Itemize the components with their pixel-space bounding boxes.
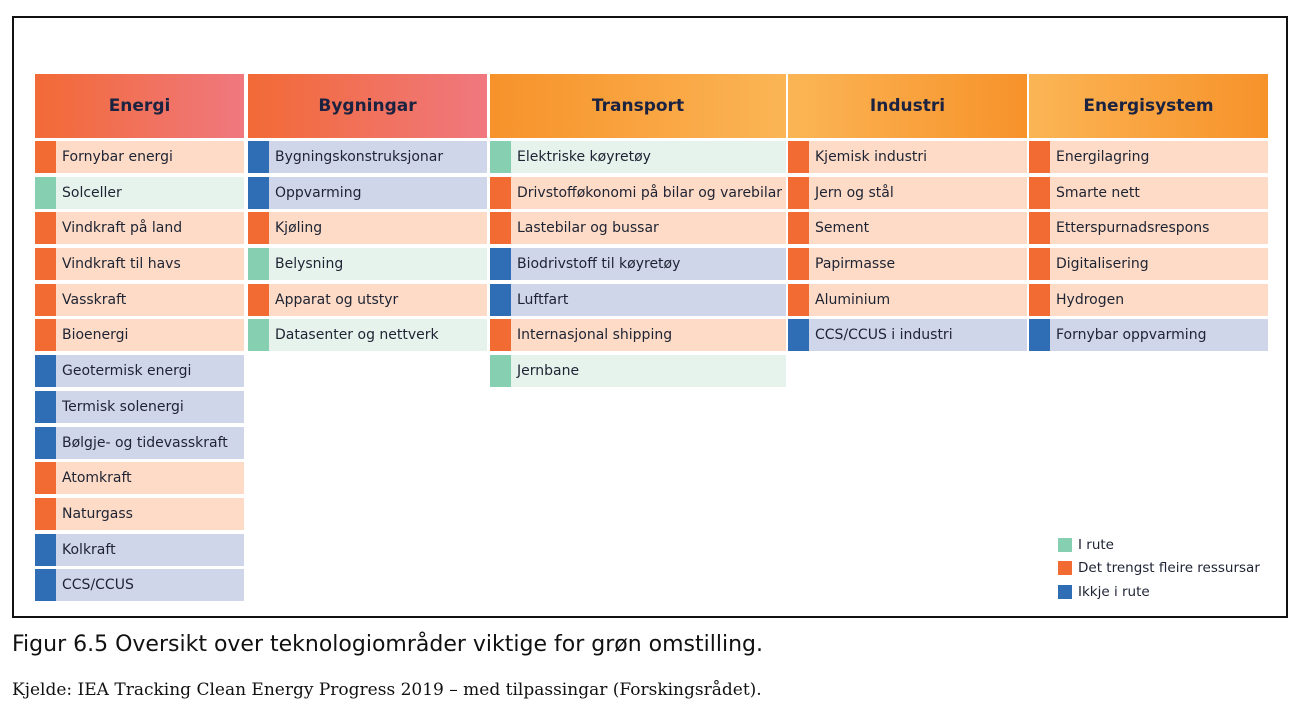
status-marker	[490, 284, 511, 316]
technology-row	[248, 284, 487, 316]
column-industri	[788, 74, 1027, 355]
status-marker	[788, 284, 809, 316]
technology-row	[788, 212, 1027, 244]
technology-row	[490, 141, 786, 173]
status-marker	[248, 319, 269, 351]
technology-label: Bioenergi	[56, 319, 244, 351]
legend-item	[1058, 580, 1260, 604]
technology-label: Vindkraft til havs	[56, 248, 244, 280]
technology-label: Digitalisering	[1050, 248, 1268, 280]
figure-caption-source: Kjelde: IEA Tracking Clean Energy Progress 2019 – med tilpassingar (Forskingsrådet).	[12, 680, 762, 700]
status-marker	[788, 141, 809, 173]
technology-label: Atomkraft	[56, 462, 244, 494]
technology-label: Kjemisk industri	[809, 141, 1027, 173]
technology-row	[1029, 248, 1268, 280]
technology-row	[35, 427, 244, 459]
technology-label: Biodrivstoff til køyretøy	[511, 248, 786, 280]
technology-row	[1029, 319, 1268, 351]
technology-row	[248, 212, 487, 244]
technology-label: Energilagring	[1050, 141, 1268, 173]
technology-label: Sement	[809, 212, 1027, 244]
status-marker	[490, 248, 511, 280]
technology-row	[490, 177, 786, 209]
column-transport	[490, 74, 786, 391]
legend-label: Ikkje i rute	[1078, 583, 1150, 600]
technology-label: Drivstofføkonomi på bilar og varebilar	[511, 177, 786, 209]
technology-row	[490, 248, 786, 280]
column-header: Transport	[490, 74, 786, 138]
legend-label: Det trengst fleire ressursar	[1078, 560, 1260, 577]
technology-row	[35, 462, 244, 494]
technology-label: Belysning	[269, 248, 487, 280]
technology-label: Apparat og utstyr	[269, 284, 487, 316]
technology-row	[490, 355, 786, 387]
technology-row	[35, 141, 244, 173]
technology-row	[1029, 212, 1268, 244]
column-header: Industri	[788, 74, 1027, 138]
legend	[1058, 533, 1260, 604]
figure-frame	[12, 16, 1288, 618]
technology-label: CCS/CCUS	[56, 569, 244, 601]
technology-row	[35, 248, 244, 280]
status-marker	[248, 141, 269, 173]
technology-label: Datasenter og nettverk	[269, 319, 487, 351]
technology-row	[490, 319, 786, 351]
status-marker	[1029, 248, 1050, 280]
technology-label: Vasskraft	[56, 284, 244, 316]
figure-caption-title: Figur 6.5 Oversikt over teknologiområder viktige for grøn omstilling.	[12, 632, 763, 657]
technology-row	[35, 319, 244, 351]
status-marker	[490, 141, 511, 173]
technology-label: Jernbane	[511, 355, 786, 387]
technology-label: Fornybar oppvarming	[1050, 319, 1268, 351]
technology-label: Aluminium	[809, 284, 1027, 316]
technology-row	[35, 391, 244, 423]
status-marker	[35, 427, 56, 459]
technology-label: Termisk solenergi	[56, 391, 244, 423]
status-marker	[248, 284, 269, 316]
technology-row	[788, 177, 1027, 209]
status-marker	[788, 177, 809, 209]
status-marker	[1029, 141, 1050, 173]
status-marker	[35, 355, 56, 387]
status-marker	[788, 248, 809, 280]
technology-label: Lastebilar og bussar	[511, 212, 786, 244]
status-marker	[490, 177, 511, 209]
column-energi	[35, 74, 244, 605]
technology-row	[1029, 284, 1268, 316]
status-marker	[35, 462, 56, 494]
status-marker	[788, 212, 809, 244]
legend-swatch	[1058, 585, 1072, 599]
status-marker	[248, 212, 269, 244]
column-bygningar	[248, 74, 487, 355]
status-marker	[490, 355, 511, 387]
technology-row	[35, 355, 244, 387]
technology-row	[788, 284, 1027, 316]
status-marker	[788, 319, 809, 351]
technology-row	[35, 284, 244, 316]
technology-label: Bølgje- og tidevasskraft	[56, 427, 244, 459]
technology-label: CCS/CCUS i industri	[809, 319, 1027, 351]
technology-row	[248, 319, 487, 351]
status-marker	[1029, 177, 1050, 209]
technology-row	[788, 141, 1027, 173]
status-marker	[490, 319, 511, 351]
technology-label: Naturgass	[56, 498, 244, 530]
status-marker	[248, 177, 269, 209]
column-header: Energisystem	[1029, 74, 1268, 138]
technology-label: Fornybar energi	[56, 141, 244, 173]
status-marker	[35, 319, 56, 351]
technology-row	[490, 212, 786, 244]
status-marker	[490, 212, 511, 244]
technology-label: Vindkraft på land	[56, 212, 244, 244]
legend-item	[1058, 557, 1260, 581]
technology-row	[35, 498, 244, 530]
status-marker	[35, 569, 56, 601]
status-marker	[1029, 212, 1050, 244]
status-marker	[35, 498, 56, 530]
technology-row	[35, 177, 244, 209]
technology-row	[248, 141, 487, 173]
column-header: Bygningar	[248, 74, 487, 138]
technology-row	[1029, 141, 1268, 173]
technology-row	[35, 534, 244, 566]
technology-row	[35, 212, 244, 244]
technology-row	[35, 569, 244, 601]
technology-label: Bygningskonstruksjonar	[269, 141, 487, 173]
status-marker	[35, 284, 56, 316]
technology-label: Elektriske køyretøy	[511, 141, 786, 173]
column-header: Energi	[35, 74, 244, 138]
legend-label: I rute	[1078, 536, 1114, 553]
status-marker	[35, 534, 56, 566]
legend-swatch	[1058, 538, 1072, 552]
technology-label: Papirmasse	[809, 248, 1027, 280]
status-marker	[35, 248, 56, 280]
status-marker	[35, 212, 56, 244]
technology-label: Oppvarming	[269, 177, 487, 209]
status-marker	[1029, 319, 1050, 351]
technology-label: Jern og stål	[809, 177, 1027, 209]
technology-label: Solceller	[56, 177, 244, 209]
column-energisystem	[1029, 74, 1268, 355]
status-marker	[35, 391, 56, 423]
technology-row	[248, 177, 487, 209]
technology-row	[248, 248, 487, 280]
status-marker	[35, 141, 56, 173]
legend-swatch	[1058, 561, 1072, 575]
technology-label: Hydrogen	[1050, 284, 1268, 316]
status-marker	[35, 177, 56, 209]
technology-label: Kolkraft	[56, 534, 244, 566]
status-marker	[1029, 284, 1050, 316]
technology-row	[788, 319, 1027, 351]
technology-label: Smarte nett	[1050, 177, 1268, 209]
technology-row	[788, 248, 1027, 280]
legend-item	[1058, 533, 1260, 557]
status-marker	[248, 248, 269, 280]
technology-label: Internasjonal shipping	[511, 319, 786, 351]
technology-label: Etterspurnadsrespons	[1050, 212, 1268, 244]
technology-label: Luftfart	[511, 284, 786, 316]
technology-label: Kjøling	[269, 212, 487, 244]
technology-label: Geotermisk energi	[56, 355, 244, 387]
technology-row	[1029, 177, 1268, 209]
technology-row	[490, 284, 786, 316]
